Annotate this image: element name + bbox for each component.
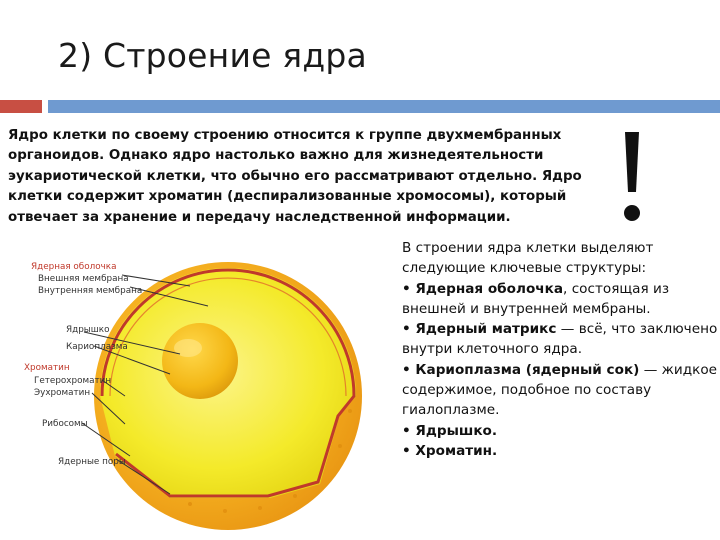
label-pores: Ядерные поры (58, 457, 126, 467)
structure-term: Хроматин. (415, 442, 498, 459)
label-envelope: Ядерная оболочка (31, 262, 117, 272)
bullet-marker: • (402, 361, 416, 378)
structure-list-item (402, 360, 720, 421)
intro-paragraph: Ядро клетки по своему строению относится к группе двухмембранных органоидов. Однако ядро настолько важно для жизнедеятельности эукариотической клетки, что обычно его рассматривают отдельно. Ядро клетки содержит хроматин (деспирализованные хромосомы), который отвечает за хранение и передачу наследственной информации. (8, 128, 582, 225)
label-nucleolus: Ядрышко (66, 325, 110, 335)
label-ribosomes: Рибосомы (42, 419, 88, 429)
structure-text: — всё, что заключено внутри клеточного ядра. (402, 321, 718, 358)
label-euchromatin: Эухроматин (34, 388, 91, 398)
label-outer-membrane: Внешняя мембрана (38, 274, 129, 284)
label-heterochromatin: Гетерохроматин (34, 376, 112, 386)
structure-term: Ядерная оболочка (415, 280, 564, 297)
title-accent-blue (48, 100, 720, 113)
structure-term: Кариоплазма (ядерный сок) (415, 361, 640, 378)
structure-term: Ядрышко. (415, 422, 498, 439)
nucleus-diagram (20, 246, 380, 534)
structure-list-item (402, 421, 720, 441)
bullet-marker: • (402, 280, 416, 297)
structure-list-item (402, 319, 720, 360)
nucleolus (162, 323, 238, 399)
bullet-marker: • (402, 422, 416, 439)
bullet-marker: • (402, 442, 416, 459)
bullet-marker: • (402, 321, 416, 338)
structure-term: Ядерный матрикс (415, 321, 557, 338)
description-lead: В строении ядра клетки выделяют следующие ключевые структуры: (402, 240, 654, 277)
title-accent-red (0, 100, 42, 113)
label-inner-membrane: Внутренняя мембрана (38, 286, 143, 296)
structure-list (402, 279, 720, 462)
exclamation-icon (622, 130, 642, 226)
page-title: 2) Строение ядра (58, 36, 367, 75)
label-chromatin: Хроматин (24, 363, 70, 373)
structure-text: , состоящая из внешней и внутренней мембраны. (402, 280, 670, 317)
structure-description (402, 238, 720, 461)
structure-list-item (402, 279, 720, 320)
label-karyoplasm: Кариоплазма (66, 342, 128, 352)
structure-text: — жидкое содержимое, подобное по составу гиалоплазме. (402, 361, 717, 419)
structure-list-item (402, 441, 720, 461)
